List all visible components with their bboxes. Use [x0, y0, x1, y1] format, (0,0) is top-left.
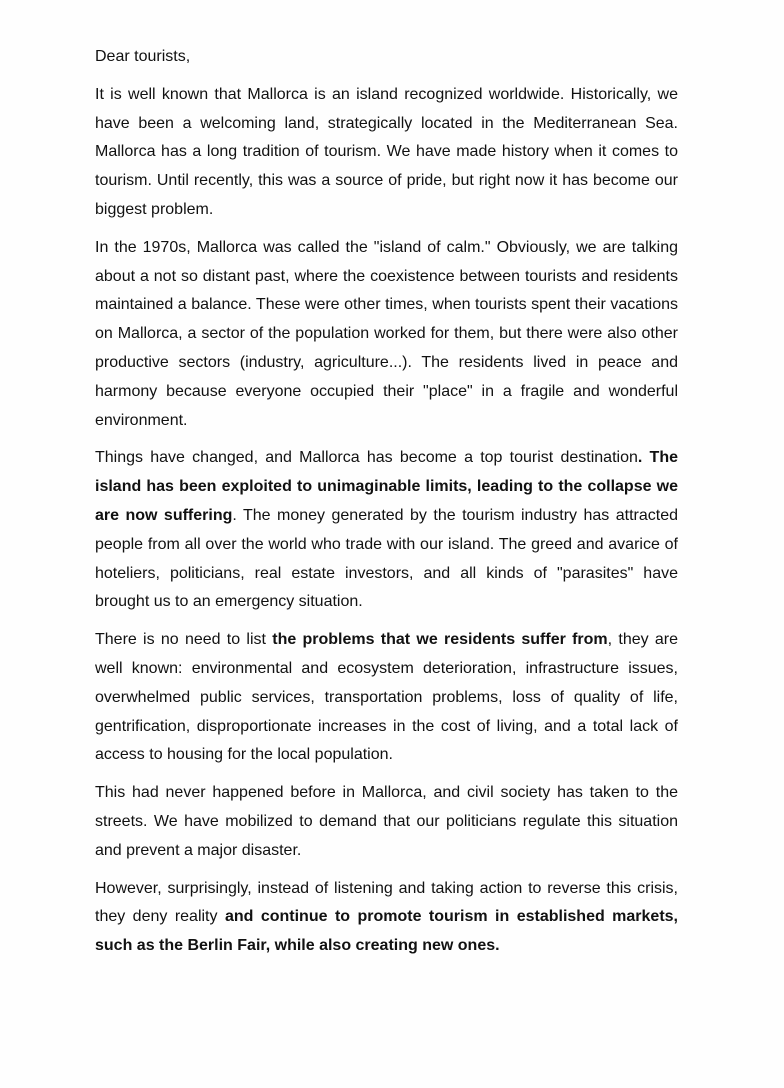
- paragraph-1: It is well known that Mallorca is an island recognized worldwide. Historically, we have been a welcoming land, strategically located in the Mediterranean Sea. Mallorca has a long tradition of tourism. We have made history when it comes to tourism. Until recently, this was a source of pride, but right now it has become our biggest problem.: [95, 85, 678, 218]
- paragraph-4: [95, 626, 678, 770]
- paragraph-6: [95, 875, 678, 961]
- paragraph-3-bold-text: . The island has been exploited to unimaginable limits, leading to the collapse we are now suffering: [95, 449, 678, 524]
- paragraph-6-bold-text: and continue to promote tourism in established markets, such as the Berlin Fair, while also creating new ones.: [95, 908, 679, 955]
- paragraph-4-bold-text: the problems that we residents suffer from: [272, 631, 608, 649]
- paragraph-2: In the 1970s, Mallorca was called the "island of calm." Obviously, we are talking about a not so distant past, where the coexistence between tourists and residents maintained a balance. These were other times, when tourists spent their vacations on Mallorca, a sector of the population worked for them, but there were also other productive sectors (industry, agriculture...). The residents lived in peace and harmony because everyone occupied their "place" in a fragile and wonderful environment.: [95, 238, 678, 429]
- paragraph-3: [95, 444, 678, 617]
- paragraph-5: This had never happened before in Mallorca, and civil society has taken to the streets. We have mobilized to demand that our politicians regulate this situation and prevent a major disaster.: [95, 784, 678, 859]
- paragraph-6-text-start: However, surprisingly, instead of listening and taking action to reverse this crisis, they deny reality: [95, 879, 678, 926]
- paragraph-3-text-end: . The money generated by the tourism industry has attracted people from all over the world who trade with our island. The greed and avarice of hoteliers, politicians, real estate investors, and all kinds of "parasites" have brought us to an emergency situation.: [95, 506, 678, 611]
- paragraph-4-text-end: , they are well known: environmental and ecosystem deterioration, infrastructure issues, overwhelmed public services, transportation problems, loss of quality of life, gentrification, disproportionate increases in the cost of living, and a total lack of access to housing for the local population.: [95, 631, 679, 764]
- letter-body: [95, 43, 678, 970]
- salutation: Dear tourists,: [95, 48, 191, 65]
- paragraph-3-text-start: Things have changed, and Mallorca has become a top tourist destination: [95, 449, 638, 467]
- paragraph-4-text-start: There is no need to list: [95, 631, 273, 649]
